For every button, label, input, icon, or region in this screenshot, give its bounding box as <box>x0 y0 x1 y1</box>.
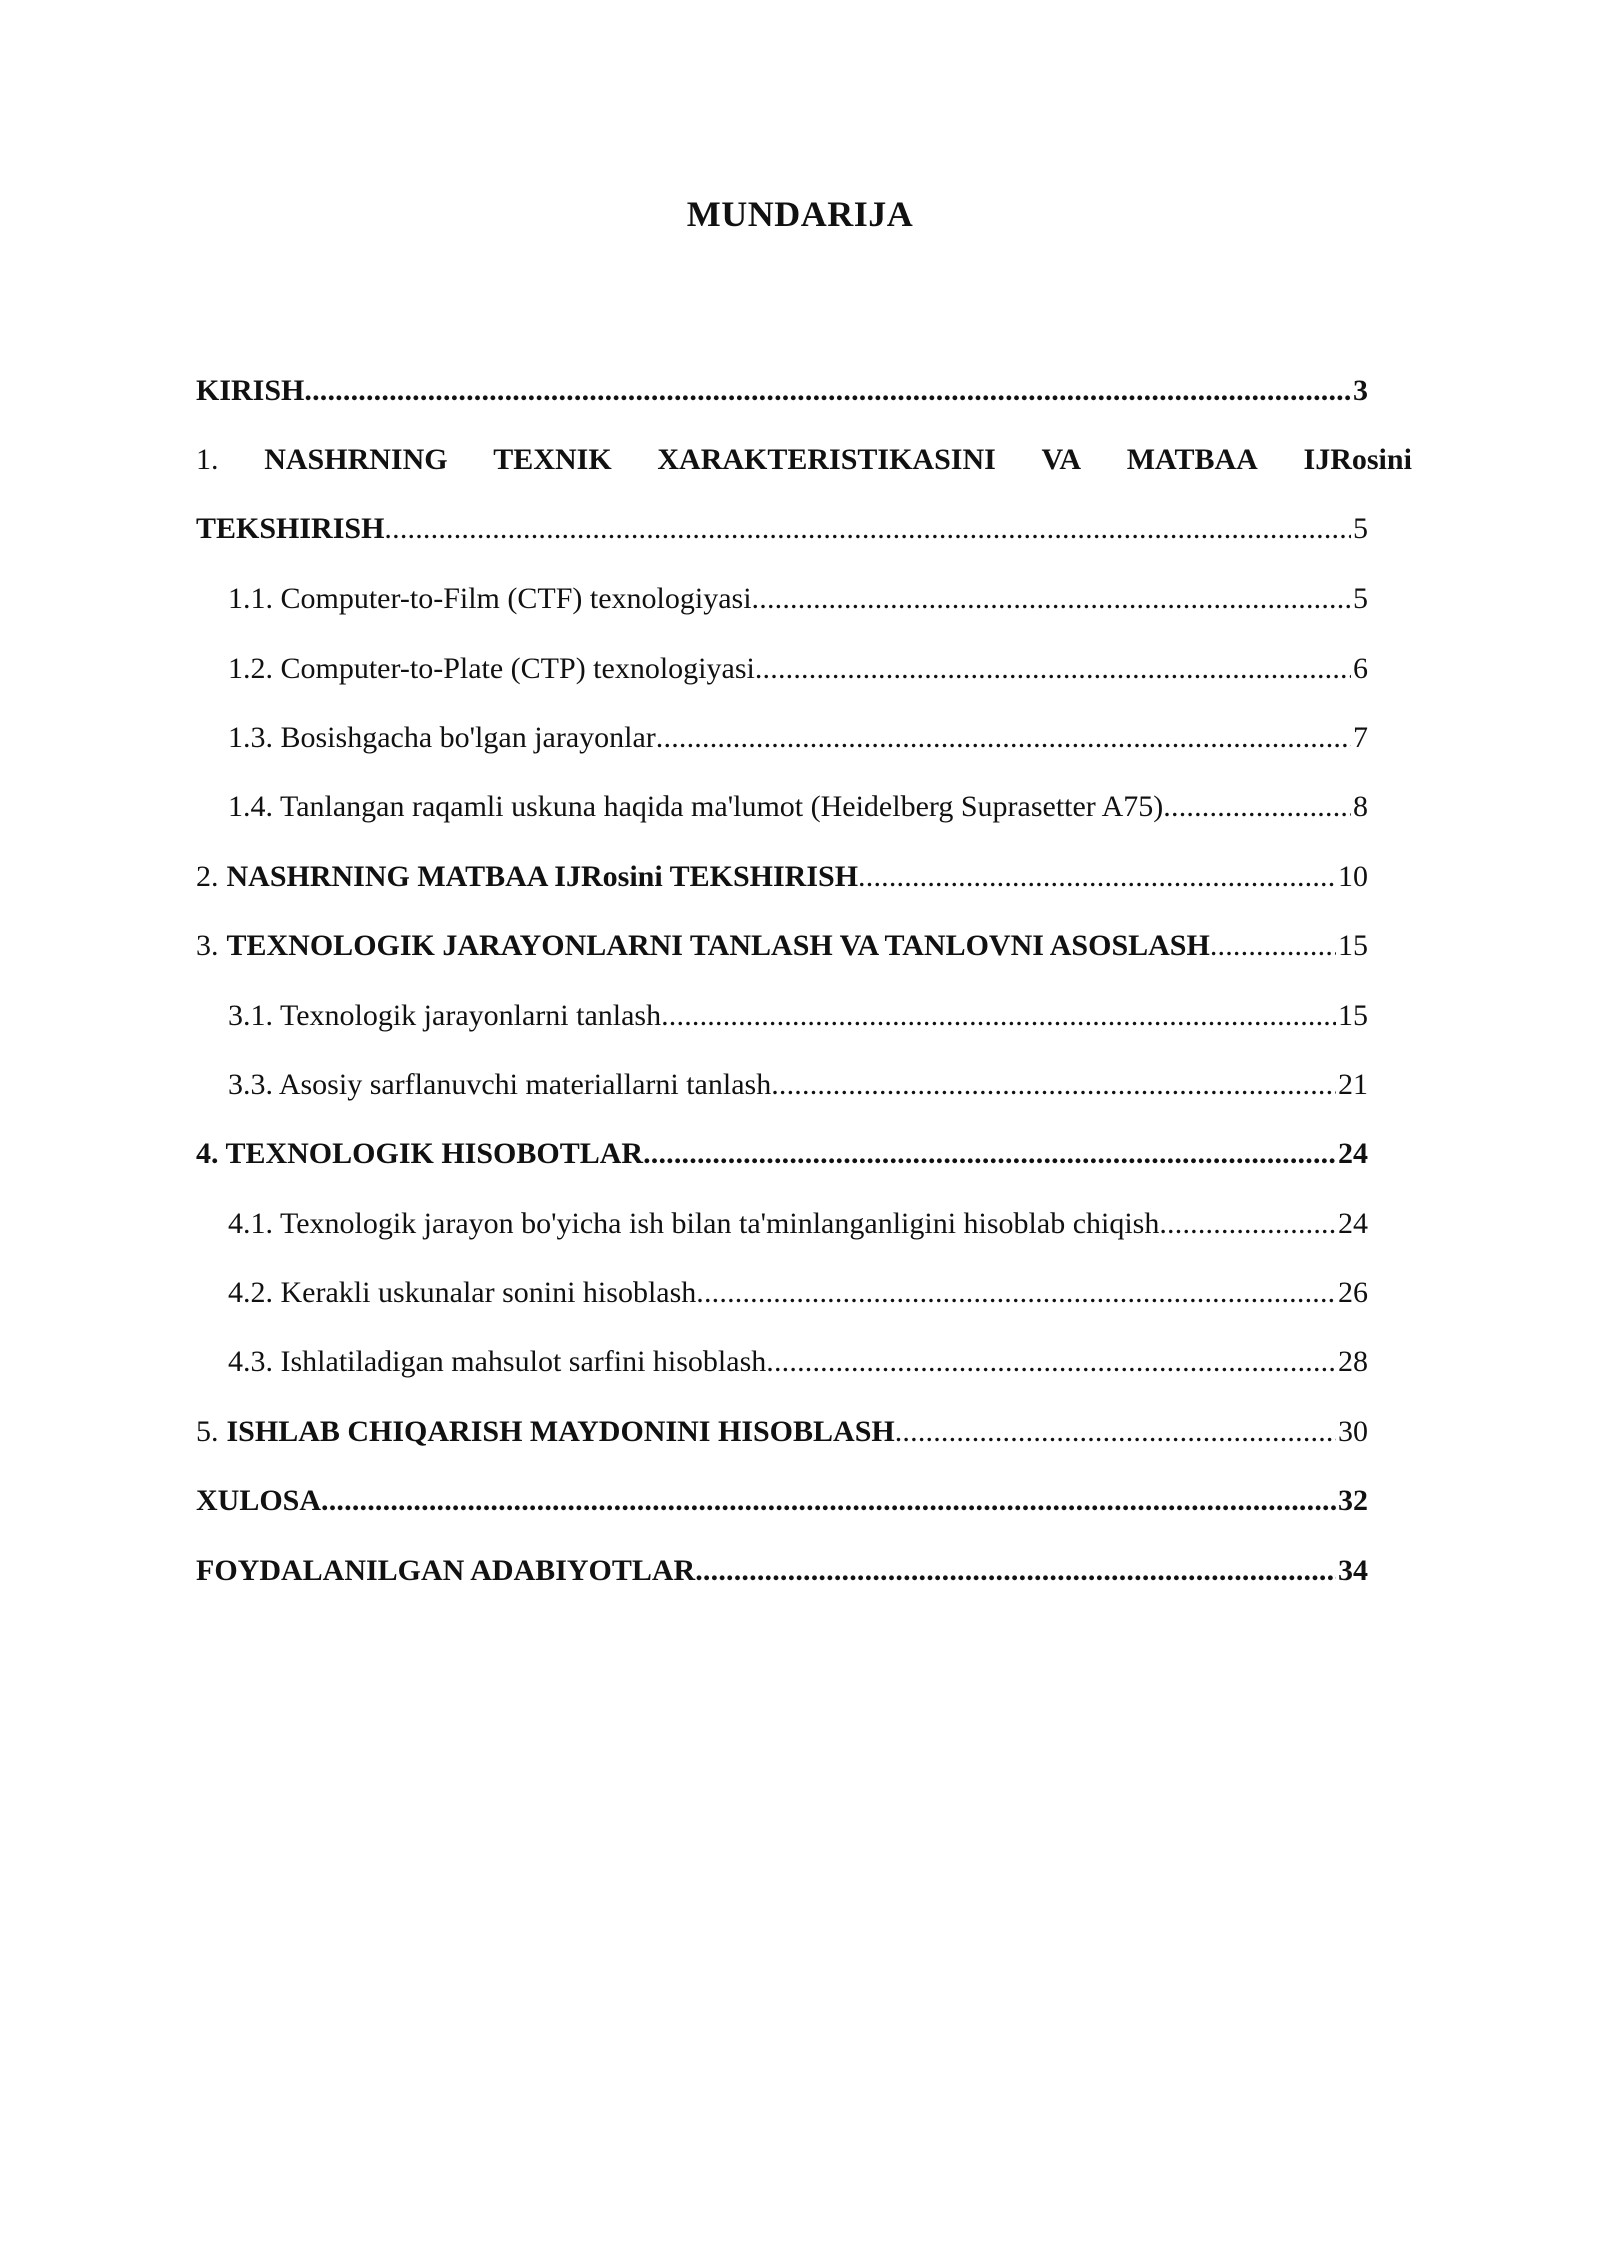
toc-entry-4-3[interactable] <box>196 1329 1406 1398</box>
toc-entry-section-5[interactable] <box>196 1399 1406 1468</box>
toc-entry-4-1[interactable] <box>196 1191 1406 1260</box>
toc-title-word: XARAKTERISTIKASINI <box>657 443 996 477</box>
toc-page-number: 7 <box>1353 720 1368 754</box>
dot-leader <box>656 714 1351 762</box>
toc-entry-3-1[interactable] <box>196 983 1406 1052</box>
toc-page-number: 32 <box>1338 1484 1368 1518</box>
toc-page-number: 10 <box>1338 859 1368 893</box>
toc-entry-title: NASHRNING MATBAA IJRosini TEKSHIRISH <box>226 859 859 893</box>
dot-leader <box>752 575 1351 623</box>
toc-entry-section-2[interactable] <box>196 844 1406 913</box>
toc-entry-1-2[interactable] <box>196 636 1406 705</box>
dot-leader <box>384 505 1351 553</box>
toc-page-number: 26 <box>1338 1276 1368 1310</box>
toc-entry-title: 1.4. Tanlangan raqamli uskuna haqida ma'lumot (Heidelberg Suprasetter A75) <box>228 790 1164 824</box>
toc-entry-title-continued: TEKSHIRISH <box>196 512 385 546</box>
toc-entry-4-2[interactable] <box>196 1260 1406 1329</box>
table-of-contents <box>196 358 1412 1607</box>
toc-title-word: MATBAA <box>1126 443 1258 477</box>
dot-leader <box>696 1269 1336 1317</box>
toc-entry-1-4[interactable] <box>196 774 1406 843</box>
toc-page-number: 24 <box>1338 1137 1368 1171</box>
toc-entry-xulosa[interactable] <box>196 1468 1406 1537</box>
toc-page-number: 15 <box>1338 998 1368 1032</box>
toc-entry-adabiyotlar[interactable] <box>196 1538 1406 1607</box>
toc-entry-number: 2. <box>196 859 219 893</box>
dot-leader <box>1210 922 1336 970</box>
toc-entry-section-1[interactable] <box>196 427 1412 566</box>
toc-entry-title: 1.3. Bosishgacha bo'lgan jarayonlar <box>228 720 656 754</box>
toc-entry-section-4[interactable] <box>196 1121 1406 1190</box>
dot-leader <box>766 1338 1336 1386</box>
dot-leader <box>661 992 1336 1040</box>
toc-page-number: 5 <box>1353 512 1368 546</box>
toc-entry-kirish[interactable] <box>196 358 1406 427</box>
toc-entry-title: TEXNOLOGIK JARAYONLARNI TANLASH VA TANLOVNI ASOSLASH <box>226 929 1210 963</box>
toc-entry-title: 1.2. Computer-to-Plate (CTP) texnologiyasi <box>228 651 755 685</box>
toc-entry-title: ISHLAB CHIQARISH MAYDONINI HISOBLASH <box>226 1414 895 1448</box>
dot-leader <box>895 1408 1336 1456</box>
toc-entry-number: 5. <box>196 1414 219 1448</box>
toc-entry-title: FOYDALANILGAN ADABIYOTLAR <box>196 1553 696 1587</box>
toc-title-word: IJRosini <box>1303 443 1412 477</box>
toc-entry-number: 3. <box>196 929 219 963</box>
toc-page-number: 30 <box>1338 1414 1368 1448</box>
toc-title-word: TEXNIK <box>493 443 612 477</box>
toc-entry-title: 4. TEXNOLOGIK HISOBOTLAR <box>196 1137 644 1171</box>
toc-entry-title: 3.3. Asosiy sarflanuvchi materiallarni tanlash <box>228 1067 772 1101</box>
dot-leader <box>1163 783 1351 831</box>
toc-entry-number: 1. <box>196 443 219 477</box>
toc-entry-1-1[interactable] <box>196 566 1406 635</box>
toc-page-number: 21 <box>1338 1067 1368 1101</box>
toc-page-number: 28 <box>1338 1345 1368 1379</box>
page-title: MUNDARIJA <box>686 194 914 234</box>
toc-page-number: 3 <box>1353 374 1368 407</box>
toc-entry-title: 3.1. Texnologik jarayonlarni tanlash <box>228 998 662 1032</box>
dot-leader <box>695 1547 1336 1595</box>
toc-page-number: 8 <box>1353 790 1368 824</box>
toc-entry-title: 4.1. Texnologik jarayon bo'yicha ish bilan ta'minlanganligini hisoblab chiqish <box>228 1206 1160 1240</box>
dot-leader <box>755 645 1351 693</box>
toc-page-number: 15 <box>1338 929 1368 963</box>
toc-entry-section-3[interactable] <box>196 913 1406 982</box>
dot-leader <box>643 1130 1336 1178</box>
dot-leader <box>321 1477 1336 1525</box>
toc-title-word: VA <box>1041 443 1081 477</box>
toc-page-number: 6 <box>1353 651 1368 685</box>
dot-leader <box>304 367 1351 415</box>
toc-entry-title: 4.3. Ishlatiladigan mahsulot sarfini hisoblash <box>228 1345 767 1379</box>
toc-entry-title: XULOSA <box>196 1484 322 1518</box>
toc-title-word: NASHRNING <box>264 443 448 477</box>
toc-entry-3-3[interactable] <box>196 1052 1406 1121</box>
toc-entry-title: 1.1. Computer-to-Film (CTF) texnologiyasi <box>228 582 752 616</box>
toc-entry-1-3[interactable] <box>196 705 1406 774</box>
toc-entry-title: 4.2. Kerakli uskunalar sonini hisoblash <box>228 1276 697 1310</box>
toc-page-number: 24 <box>1338 1206 1368 1240</box>
dot-leader <box>771 1061 1336 1109</box>
toc-entry-title: KIRISH <box>196 374 305 407</box>
dot-leader <box>1159 1200 1336 1248</box>
toc-page-number: 5 <box>1353 582 1368 616</box>
toc-page-number: 34 <box>1338 1553 1368 1587</box>
dot-leader <box>858 853 1336 901</box>
